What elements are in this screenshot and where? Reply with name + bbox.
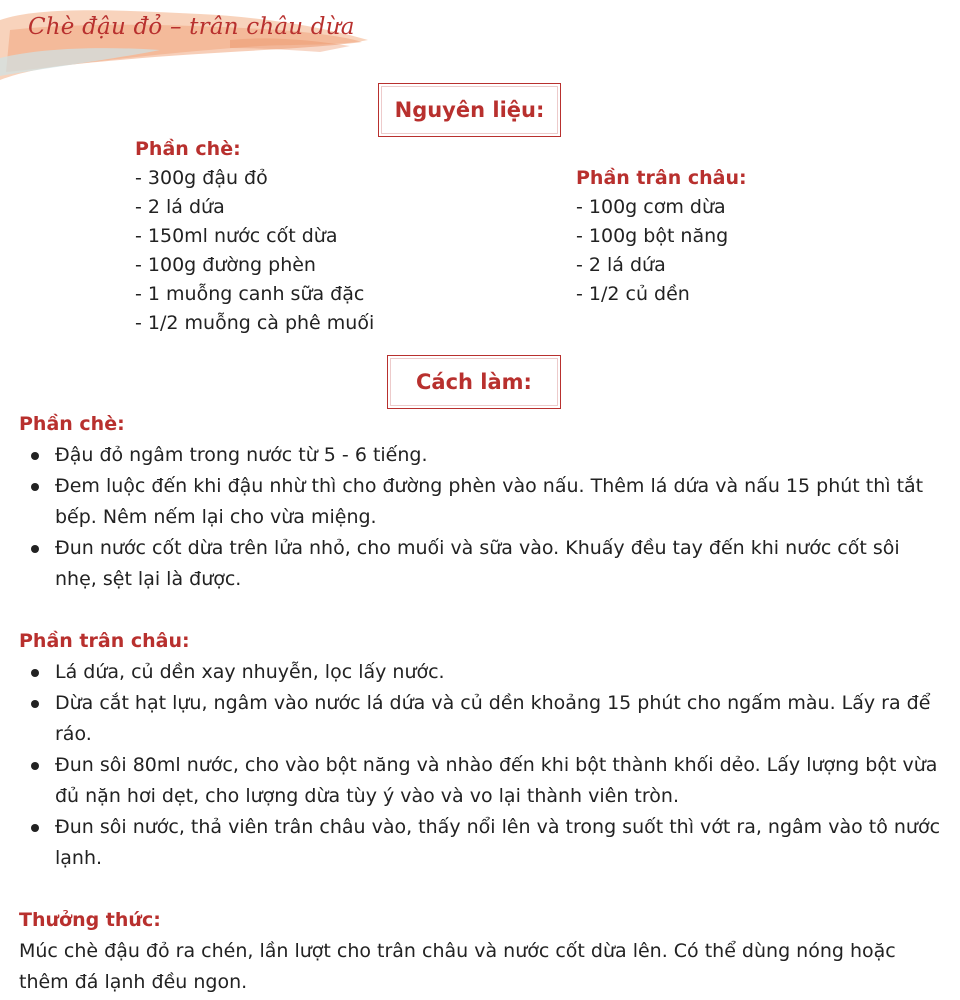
ingredients-tran-chau-column [576, 164, 747, 309]
step-text: Dừa cắt hạt lựu, ngâm vào nước lá dứa và củ dền khoảng 15 phút cho ngấm màu. Lấy ra để ráo. [55, 692, 931, 745]
ingredients-heading: Nguyên liệu: [394, 98, 545, 122]
step-text: Lá dứa, củ dền xay nhuyễn, lọc lấy nước. [55, 661, 445, 683]
method-che-steps [19, 440, 944, 595]
method-tran-chau-label: Phần trân châu: [19, 630, 190, 652]
bullet-icon [31, 762, 39, 770]
bullet-icon [31, 452, 39, 460]
method-che-label: Phần chè: [19, 413, 125, 435]
ingredient-item: - 100g bột năng [576, 225, 729, 247]
ingredient-item: - 300g đậu đỏ [135, 167, 268, 189]
ingredient-item: - 1/2 muỗng cà phê muối [135, 312, 375, 334]
step-text: Đun sôi nước, thả viên trân châu vào, thấy nổi lên và trong suốt thì vớt ra, ngâm vào tô nước lạnh. [55, 816, 941, 869]
method-heading-box [387, 355, 561, 409]
title-banner [0, 0, 380, 90]
ingredients-che-column [135, 135, 374, 338]
list-item [19, 533, 944, 595]
ingredient-item: - 2 lá dứa [135, 196, 225, 218]
ingredient-item: - 100g cơm dừa [576, 196, 726, 218]
list-item [19, 750, 944, 812]
step-text: Đun nước cốt dừa trên lửa nhỏ, cho muối và sữa vào. Khuấy đều tay đến khi nước cốt sôi nhẹ, sệt lại là được. [55, 537, 900, 590]
ingredient-item: - 100g đường phèn [135, 254, 316, 276]
bullet-icon [31, 824, 39, 832]
method-heading: Cách làm: [416, 370, 532, 394]
bullet-icon [31, 545, 39, 553]
step-text: Đun sôi 80ml nước, cho vào bột năng và nhào đến khi bột thành khối dẻo. Lấy lượng bột vừa đủ nặn hơi dẹt, cho lượng dừa tùy ý vào và vo lại thành viên tròn. [55, 754, 938, 807]
recipe-title: Chè đậu đỏ – trân châu dừa [28, 14, 355, 40]
step-text: Đem luộc đến khi đậu nhừ thì cho đường phèn vào nấu. Thêm lá dứa và nấu 15 phút thì tắt bếp. Nêm nếm lại cho vừa miệng. [55, 475, 924, 528]
list-item [19, 471, 944, 533]
ingredients-heading-box [378, 83, 561, 137]
method-section [19, 409, 944, 998]
method-tran-chau-steps [19, 657, 944, 874]
list-item [19, 657, 944, 688]
step-text: Đậu đỏ ngâm trong nước từ 5 - 6 tiếng. [55, 444, 428, 466]
bullet-icon [31, 700, 39, 708]
list-item [19, 688, 944, 750]
serving-label: Thưởng thức: [19, 909, 161, 931]
ingredient-item: - 150ml nước cốt dừa [135, 225, 338, 247]
ingredient-item: - 1 muỗng canh sữa đặc [135, 283, 365, 305]
list-item [19, 812, 944, 874]
ingredient-item: - 1/2 củ dền [576, 283, 690, 305]
ingredients-tran-chau-label: Phần trân châu: [576, 167, 747, 189]
bullet-icon [31, 483, 39, 491]
bullet-icon [31, 669, 39, 677]
serving-text: Múc chè đậu đỏ ra chén, lần lượt cho trân châu và nước cốt dừa lên. Có thể dùng nóng hoặc thêm đá lạnh đều ngon. [19, 940, 896, 993]
ingredients-che-label: Phần chè: [135, 138, 241, 160]
ingredient-item: - 2 lá dứa [576, 254, 666, 276]
list-item [19, 440, 944, 471]
